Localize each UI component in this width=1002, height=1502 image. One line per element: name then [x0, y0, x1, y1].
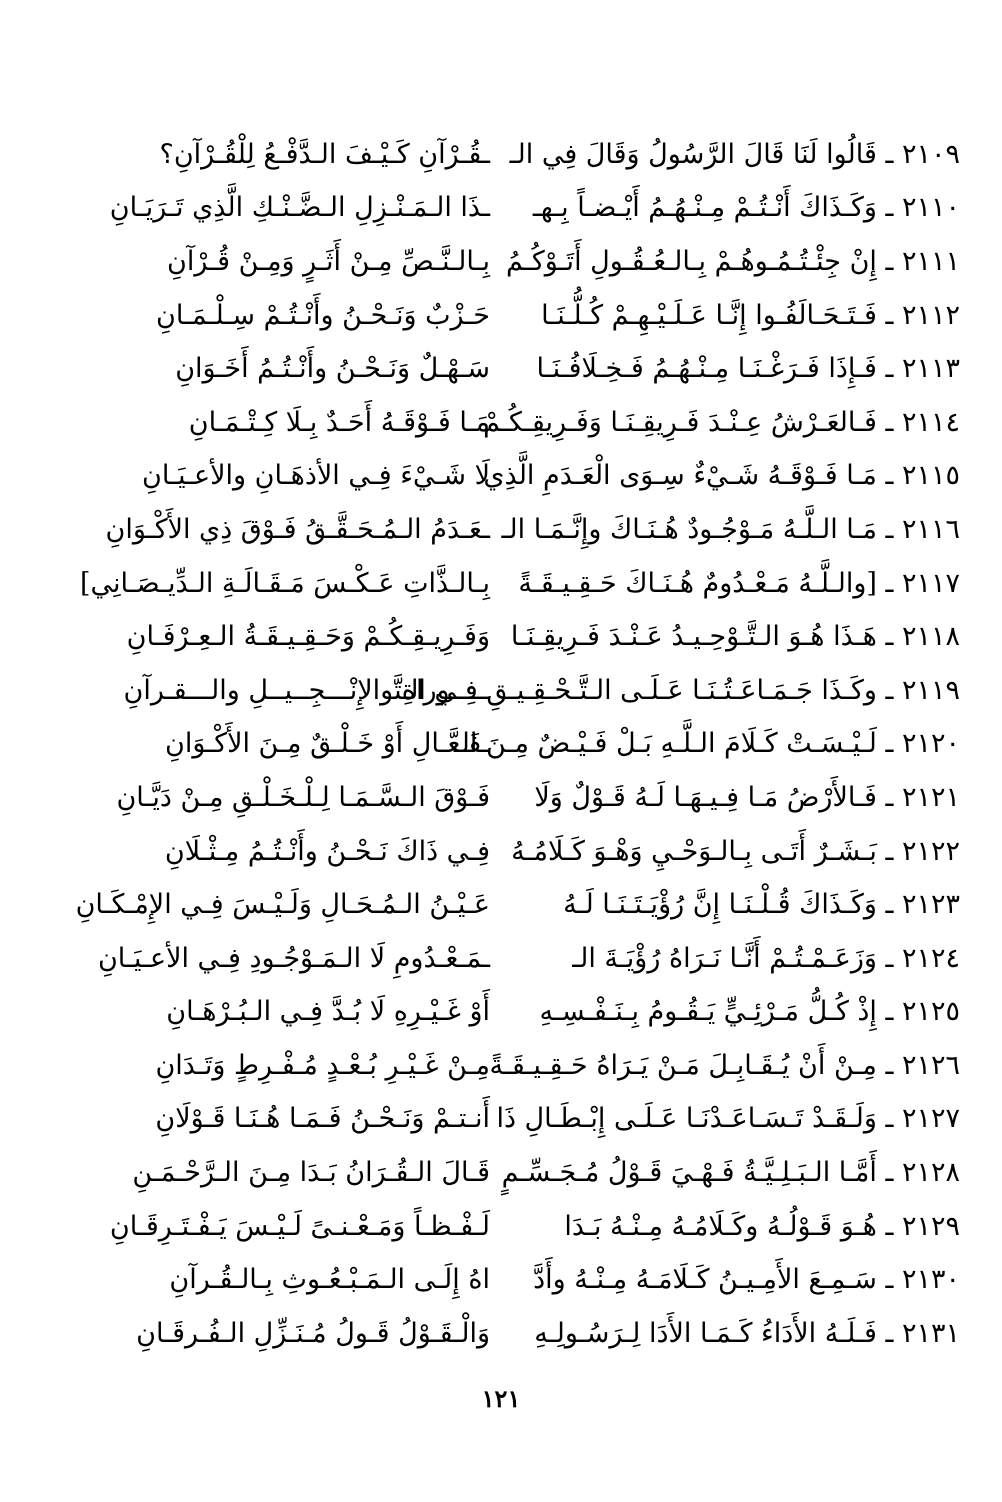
- verse-second-hemistich: فَـوْقَ الـسَّـمَـا لِـلْـخَـلْـقِ مِـنْ دَيَّـانِ: [116, 781, 490, 813]
- verse-first-hemistich: ٢١١٦ ـ مَـا الـلَّـهُ مَـوْجُـودٌ هُـنَـاكَ وإِنَّـمَـا الـ: [501, 513, 960, 545]
- verse-line: [45, 1200, 960, 1254]
- verse-line: [45, 342, 960, 396]
- verse-first-hemistich: ٢١١٤ ـ فَـالعَـرْشُ عِـنْـدَ فَـرِيقِـنَـا وَفَـرِيقِـكُـمْ: [483, 406, 960, 438]
- verse-line: [45, 932, 960, 986]
- verse-first-hemistich: ٢١٢١ ـ فَـالأَرْضُ مَـا فِـيـهَـا لَـهُ قَـوْلٌ وَلَا: [534, 781, 960, 813]
- verse-first-hemistich: ٢١٢٩ ـ هُـوَ قَـوْلُـهُ وكَـلَامُـهُ مِـنْـهُ بَـدَا: [564, 1210, 960, 1242]
- verse-line: [45, 235, 960, 289]
- verse-second-hemistich: عَـيْـنُ الـمُـحَـالِ وَلَـيْـسَ فِـي الإِمْـكَـانِ: [75, 889, 490, 921]
- verse-second-hemistich: ـمَـعْـدُومِ لَا الـمَـوْجُـودِ فِـي الأعـيَـانِ: [97, 942, 490, 974]
- verse-second-hemistich: اهُ إِلَـى الـمَـبْـعُـوثِ بِـالـقُـرآنِ: [169, 1264, 490, 1296]
- verse-second-hemistich: ـــــوراةِ والإِنْـــجِــيــلِ والـــقـرآنِ: [123, 674, 490, 706]
- verse-second-hemistich: ـفَـعَّـالِ أَوْ خَـلْـقٌ مِـنَ الأَكْـوَانِ: [165, 728, 490, 760]
- verse-line: [45, 610, 960, 664]
- verse-second-hemistich: مَـا فَـوْقَـهُ أَحَـدٌ بِـلَا كِـتْـمَـانِ: [188, 406, 490, 438]
- verse-first-hemistich: ٢١١٧ ـ [والـلَّـهُ مَـعْـدُومٌ هُـنَـاكَ حَـقِـيـقَـةً: [518, 567, 960, 599]
- verse-second-hemistich: مِـنْ غَـيْـرِ بُـعْـدٍ مُـفْـرِطٍ وَتَـدَانِ: [155, 1049, 490, 1081]
- verse-line: [45, 1146, 960, 1200]
- verse-first-hemistich: ٢١٢٣ ـ وَكَـذَاكَ قُـلْـنَـا إِنَّ رُؤْيَـتَـنَـا لَـهُ: [563, 889, 960, 921]
- verse-second-hemistich: فِـي ذَاكَ نَـحْـنُ وأَنْـتُـمُ مِـثْـلَانِ: [164, 835, 490, 867]
- verse-first-hemistich: ٢١١٢ ـ فَـتَـحَـالَفُـوا إِنَّـا عَـلَـيْـهِـمْ كُـلُّـنَـا: [541, 299, 960, 331]
- verse-second-hemistich: أَوْ غَـيْـرِهِ لَا بُـدَّ فِـي الـبُـرْهَـانِ: [166, 996, 490, 1028]
- verse-first-hemistich: ٢١٢٦ ـ مِـنْ أَنْ يُـقَـابِـلَ مَـنْ يَـرَاهُ حَـقِـيـقَـةً: [489, 1049, 960, 1081]
- verse-line: [45, 1307, 960, 1361]
- verse-second-hemistich: لَا شَـيْءَ فِـي الأذهَـانِ والأعـيَـانِ: [142, 460, 490, 492]
- verse-line: [45, 1039, 960, 1093]
- verse-first-hemistich: ٢١٢٨ ـ أَمَّـا الـبَـلِـيَّـةُ فَـهْـيَ قَـوْلُ مُـجَـسِّـمٍ: [501, 1157, 960, 1189]
- verse-second-hemistich: أَنـتـمْ وَنَـحْـنُ فَـمَـا هُـنَـا قَـوْلَانِ: [155, 1103, 490, 1135]
- verse-first-hemistich: ٢١٢٤ ـ وَزَعَـمْـتُـمْ أَنَّـا نَـرَاهُ رُؤْيَـةَ الـ: [572, 942, 960, 974]
- verse-second-hemistich: قَـالَ الـقُـرَانُ بَـدَا مِـنَ الـرَّحْـمَـنِ: [132, 1157, 490, 1189]
- verse-line: [45, 1253, 960, 1307]
- verse-line: [45, 771, 960, 825]
- verse-second-hemistich: ـعَـدَمُ الـمُـحَـقَّـقُ فَـوْقَ ذِي الأَكْـوَانِ: [105, 513, 490, 545]
- verse-second-hemistich: سَـهْـلٌ وَنَـحْـنُ وأَنْـتُـمُ أَخَـوَانِ: [175, 353, 490, 385]
- verse-second-hemistich: وَفَـرِيـقِـكُـمْ وَحَـقِـيـقَـةُ الـعِـرْفَـانِ: [126, 621, 490, 653]
- verse-line: [45, 289, 960, 343]
- verse-first-hemistich: ٢١٢٠ ـ لَـيْـسَـتْ كَـلَامَ الـلَّـهِ بَـلْ فَـيْـضٌ مِـنَ الـ: [453, 728, 960, 760]
- verse-first-hemistich: ٢١٢٥ ـ إِذْ كُـلُّ مَـرْئِـيٍّ يَـقُـومُ بِـنَـفْـسِـهِ: [539, 996, 960, 1028]
- verse-line: [45, 825, 960, 879]
- verse-second-hemistich: بِـالـنَّـصِّ مِـنْ أَثَـرٍ وَمِـنْ قُـرْآنِ: [166, 245, 490, 277]
- verse-line: [45, 396, 960, 450]
- verse-second-hemistich: ـذَا الـمَـنْـزِلِ الـضَّـنْـكِ الَّذِي تَـرَيَـانِ: [109, 192, 490, 224]
- verse-line: [45, 986, 960, 1040]
- verse-line: [45, 557, 960, 611]
- verse-first-hemistich: ٢١١٥ ـ مَـا فَـوْقَـهُ شَـيْءٌ سِـوَى الْعَـدَمِ الَّذِي: [483, 460, 960, 492]
- verse-first-hemistich: ٢١٠٩ ـ قَالُوا لَنَا قَالَ الرَّسُولُ وَقَالَ فِي الـ: [509, 138, 960, 170]
- verse-line: [45, 1093, 960, 1147]
- verse-first-hemistich: ٢١١٣ ـ فَـإِذَا فَـرَغْـنَـا مِـنْـهُـمُ فَـخِـلَافُـنَـا: [536, 353, 960, 385]
- verse-second-hemistich: حَـزْبٌ وَنَـحْـنُ وأَنْـتُـمْ سِـلْـمَـانِ: [156, 299, 490, 331]
- verse-second-hemistich: لَـفْـظـاً وَمَـعْـنـىً لَـيْـسَ يَـفْـتَـرِقَـانِ: [109, 1210, 490, 1242]
- verse-line: [45, 450, 960, 504]
- verse-line: [45, 664, 960, 718]
- verse-line: [45, 718, 960, 772]
- verse-first-hemistich: ٢١٣٠ ـ سَـمِـعَ الأَمِـيـنُ كَـلَامَـهُ مِـنْـهُ وأَدَّ: [533, 1264, 960, 1296]
- verse-line: [45, 182, 960, 236]
- verse-first-hemistich: ٢١١٠ ـ وَكَـذَاكَ أَنْـتُـمْ مِـنْـهُـمُ أَيْـضـاً بِـهـ: [532, 192, 960, 224]
- verse-first-hemistich: ٢١١٩ ـ وكَـذَا جَـمَـاعَـتُـنَـا عَـلَـى الـتَّـحْـقِـيـقِ فِـي الـتَّـ: [386, 674, 960, 706]
- verse-second-hemistich: بِـالـذَّاتِ عَـكْـسَ مَـقَـالَـةِ الـدِّيـصَـانِي]: [79, 567, 490, 599]
- verse-first-hemistich: ٢١١٨ ـ هَـذَا هُـوَ الـتَّـوْحِـيـدُ عَـنْـدَ فَـرِيقِـنَـا: [510, 621, 960, 653]
- verse-first-hemistich: ٢١٣١ ـ فَـلَـهُ الأَدَاءُ كَـمَـا الأَدَا لِـرَسُـولِـهِ: [534, 1317, 960, 1349]
- verse-list: [45, 128, 960, 1361]
- verse-line: [45, 128, 960, 182]
- page-number: ١٢١: [481, 1384, 521, 1413]
- verse-second-hemistich: وَالْـقَـوْلُ قَـولُ مُـنَـزِّلِ الـفُـرقَـانِ: [136, 1317, 490, 1349]
- verse-line: [45, 503, 960, 557]
- verse-first-hemistich: ٢١٢٢ ـ بَـشَـرٌ أَتَـى بِـالـوَحْـيِ وَهْـوَ كَـلَامُـهُ: [511, 835, 960, 867]
- verse-second-hemistich: ـقُـرْآنِ كَـيْـفَ الـدَّفْـعُ لِلْقُـرْآنِ؟: [159, 138, 490, 170]
- verse-first-hemistich: ٢١١١ ـ إِنْ جِئْـتُـمُـوهُـمْ بِـالـعُـقُـولِ أَتَـوْكُـمُ: [505, 245, 960, 277]
- verse-line: [45, 878, 960, 932]
- verse-first-hemistich: ٢١٢٧ ـ وَلَـقَـدْ تَـسَـاعَـدْنَـا عَـلَـى إِبْـطَـالِ ذَا: [496, 1103, 960, 1135]
